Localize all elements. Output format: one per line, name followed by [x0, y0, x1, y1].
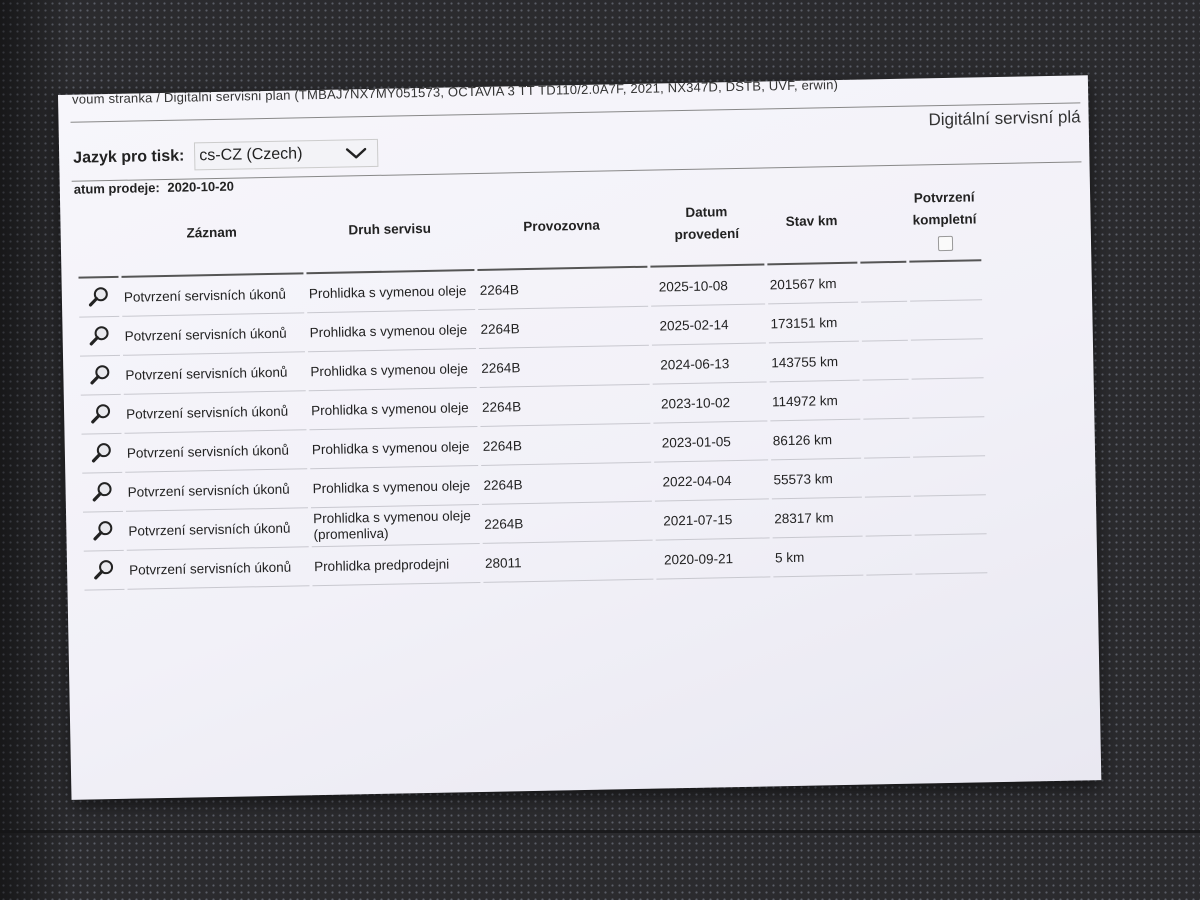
cell-record: Potvrzení servisních úkonů — [125, 469, 308, 511]
cell-confirm — [912, 378, 985, 418]
language-label: Jazyk pro tisk: — [73, 147, 185, 167]
col-date-header-line1: Datum — [685, 203, 728, 220]
cell-workshop: 2264B — [478, 307, 649, 349]
col-empty-header — [859, 179, 907, 264]
cell-empty — [861, 302, 908, 342]
cell-empty — [863, 380, 910, 420]
cell-workshop: 28011 — [483, 541, 654, 583]
cell-date: 2023-10-02 — [653, 382, 768, 423]
magnifier-icon — [92, 519, 114, 541]
cell-empty — [864, 458, 911, 498]
sale-date-value: 2020-10-20 — [167, 178, 235, 195]
cell-workshop: 2264B — [480, 385, 651, 427]
cell-record: Potvrzení servisních úkonů — [126, 508, 309, 550]
cell-workshop: 2264B — [480, 424, 651, 466]
col-confirm-header — [908, 177, 982, 262]
row-detail-button[interactable] — [79, 317, 120, 357]
cell-date: 2025-02-14 — [651, 304, 766, 345]
row-detail-button[interactable] — [83, 512, 124, 552]
cell-date: 2020-09-21 — [656, 538, 771, 579]
cell-service-type: Prohlidka s vymenou oleje — [309, 388, 478, 430]
magnifier-icon — [90, 402, 112, 424]
cell-empty — [866, 536, 913, 576]
col-confirm-header-line2: kompletní — [912, 211, 977, 229]
cell-date: 2025-10-08 — [650, 265, 765, 306]
language-value: cs-CZ (Czech) — [199, 145, 303, 165]
cell-confirm — [911, 339, 984, 379]
cell-confirm — [915, 534, 988, 574]
cell-confirm — [909, 261, 982, 301]
cell-empty — [863, 419, 910, 459]
cell-record: Potvrzení servisních úkonů — [125, 430, 308, 472]
printed-page — [58, 75, 1101, 800]
cell-mileage: 201567 km — [767, 264, 858, 305]
cell-record: Potvrzení servisních úkonů — [122, 274, 305, 316]
magnifier-icon — [93, 557, 115, 579]
cell-workshop: 2264B — [477, 268, 648, 310]
language-select[interactable] — [194, 139, 379, 171]
cell-service-type: Prohlidka s vymenou oleje — [306, 271, 475, 313]
cell-service-type: Prohlidka s vymenou oleje — [307, 310, 476, 352]
row-detail-button[interactable] — [80, 356, 121, 396]
magnifier-icon — [91, 480, 113, 502]
sale-date-label: atum prodeje: — [73, 180, 160, 197]
col-workshop-header: Provozovna — [476, 184, 648, 271]
col-confirm-header-line1: Potvrzení — [913, 189, 975, 206]
cell-confirm — [910, 300, 983, 340]
cell-confirm — [912, 417, 985, 457]
row-detail-button[interactable] — [84, 551, 125, 591]
cell-confirm — [913, 456, 986, 496]
magnifier-icon — [88, 285, 110, 307]
magnifier-icon — [88, 324, 110, 346]
cell-record: Potvrzení servisních úkonů — [123, 352, 306, 394]
row-detail-button[interactable] — [82, 473, 123, 513]
row-detail-button[interactable] — [79, 278, 120, 318]
cell-date: 2022-04-04 — [654, 460, 769, 501]
cell-empty — [865, 497, 912, 537]
cell-service-type: Prohlidka s vymenou oleje (promenliva) — [311, 505, 480, 547]
chevron-down-icon — [345, 146, 367, 160]
document-title: Digitální servisní plá — [928, 107, 1081, 130]
cell-mileage: 28317 km — [772, 498, 863, 539]
car-seat-seam — [0, 830, 1200, 833]
cell-date: 2023-01-05 — [653, 421, 768, 462]
cell-mileage: 55573 km — [771, 459, 862, 500]
col-date-header — [649, 181, 765, 267]
cell-empty — [860, 263, 907, 303]
cell-service-type: Prohlidka predprodejni — [312, 544, 481, 586]
row-detail-button[interactable] — [81, 395, 122, 435]
cell-record: Potvrzení servisních úkonů — [124, 391, 307, 433]
service-history-table — [74, 177, 990, 590]
cell-mileage: 173151 km — [768, 303, 859, 344]
cell-workshop: 2264B — [479, 346, 650, 388]
col-date-header-line2: provedení — [674, 225, 740, 243]
cell-record: Potvrzení servisních úkonů — [122, 313, 305, 355]
cell-mileage: 143755 km — [769, 342, 860, 383]
cell-service-type: Prohlidka s vymenou oleje — [310, 466, 479, 508]
language-row — [73, 139, 379, 173]
col-mileage-header: Stav km — [766, 180, 858, 266]
cell-mileage: 5 km — [773, 537, 864, 578]
cell-mileage: 114972 km — [770, 381, 861, 422]
cell-date: 2024-06-13 — [652, 343, 767, 384]
cell-confirm — [914, 495, 987, 535]
col-service-header: Druh servisu — [305, 187, 475, 274]
cell-service-type: Prohlidka s vymenou oleje — [308, 349, 477, 391]
cell-workshop: 2264B — [481, 463, 652, 505]
cell-record: Potvrzení servisních úkonů — [127, 547, 310, 589]
col-icon-header — [77, 194, 119, 279]
cell-service-type: Prohlidka s vymenou oleje — [309, 427, 478, 469]
page-breadcrumb: voum stranka / Digitalni servisni plan (TMBAJ7NX7MY051573, OCTAVIA 3 TT TD110/2.0A7F, 2021, NX347D, DSTB, UVF, erwin) — [71, 77, 839, 107]
row-detail-button[interactable] — [82, 434, 123, 474]
magnifier-icon — [91, 441, 113, 463]
confirm-all-checkbox[interactable] — [937, 236, 952, 251]
cell-date: 2021-07-15 — [655, 499, 770, 540]
cell-mileage: 86126 km — [770, 420, 861, 461]
cell-empty — [862, 341, 909, 381]
col-record-header: Záznam — [120, 190, 304, 277]
magnifier-icon — [89, 363, 111, 385]
cell-workshop: 2264B — [482, 502, 653, 544]
